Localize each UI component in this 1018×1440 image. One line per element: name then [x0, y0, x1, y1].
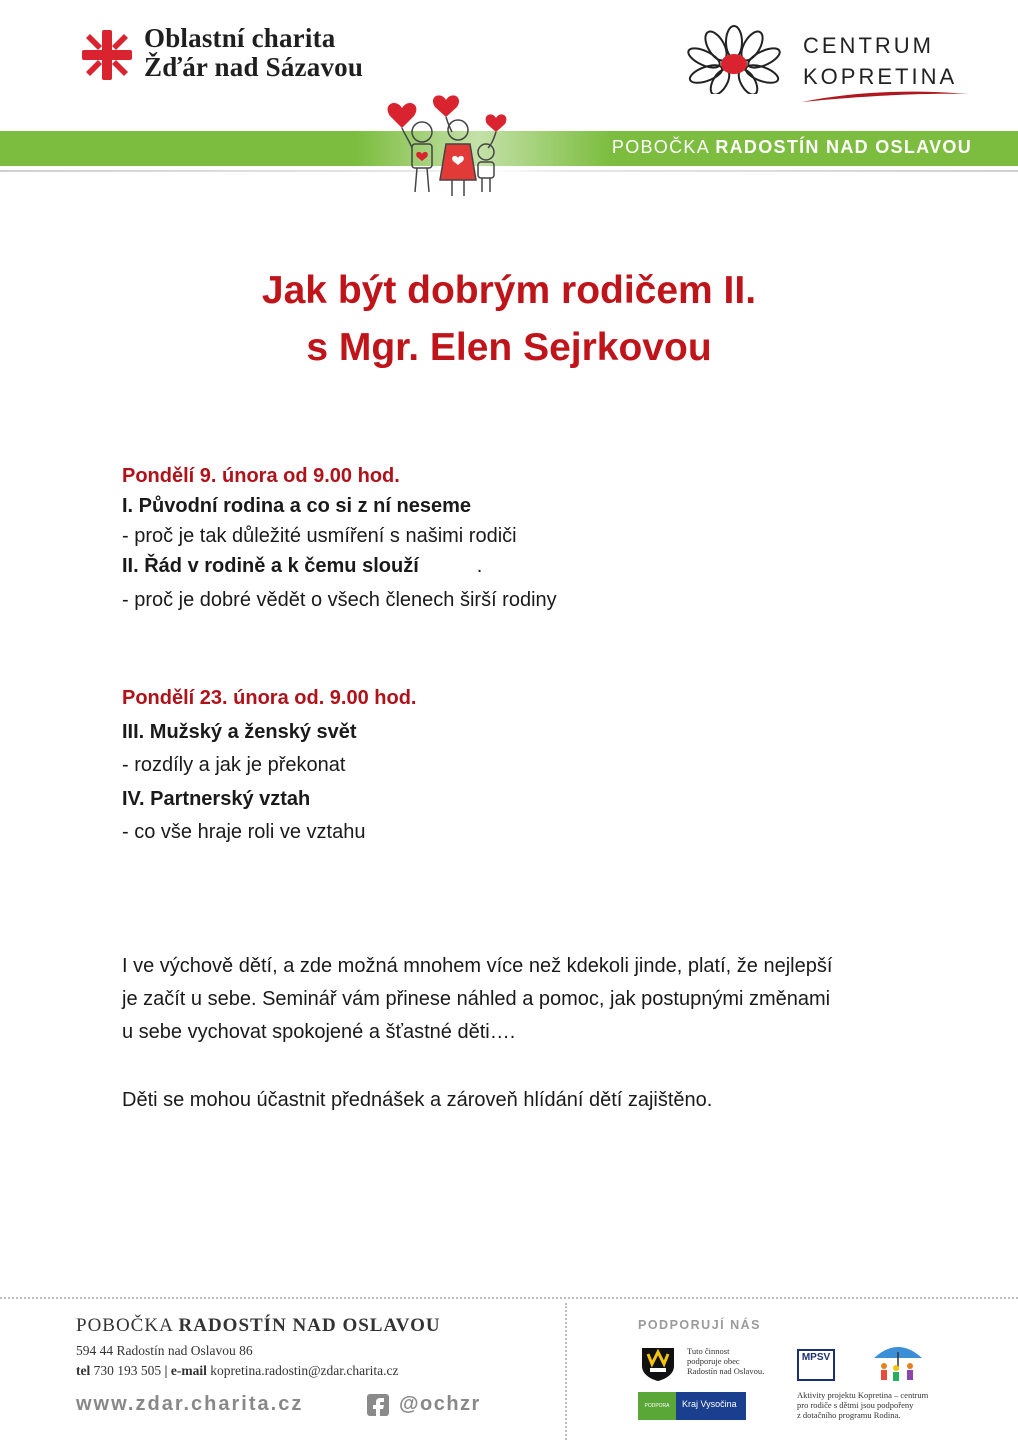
footer-branch [76, 1315, 441, 1337]
mpsv-logo: MPSV [797, 1349, 835, 1381]
session1-topic1-desc: - proč je tak důležité usmíření s našimi rodiči [122, 525, 517, 547]
footer-divider [0, 1297, 1018, 1299]
footer-branch-name: RADOSTÍN NAD OSLAVOU [178, 1315, 441, 1336]
organization-name [144, 24, 363, 82]
session2-topic4: IV. Partnerský vztah [122, 787, 311, 810]
intro-line2: je začít u sebe. Seminář vám přinese náhled a pomoc, jak postupnými změnami [122, 988, 831, 1010]
footer-contact-row [76, 1361, 398, 1381]
footer-tel[interactable]: 730 193 505 [93, 1363, 162, 1378]
intro-line3: u sebe vychovat spokojené a šťastné děti…. [122, 1021, 516, 1043]
header-branch-label [612, 137, 972, 158]
session1-topic2-dot: . [476, 555, 483, 577]
village-note-line2: podporuje obec [687, 1356, 740, 1366]
page-title [0, 262, 1018, 376]
session2-block [122, 682, 417, 850]
kraj-vysocina-label: Kraj Vysočina [682, 1399, 737, 1409]
session1-topic2-row [122, 551, 557, 581]
village-support-note [687, 1346, 764, 1376]
session1-topic2-desc: - proč je dobré vědět o všech členech širší rodiny [122, 589, 557, 611]
village-note-line3: Radostín nad Oslavou. [687, 1366, 765, 1376]
organization-name-line1: Oblastní charita [144, 23, 336, 53]
kopretina-label: KOPRETINA [803, 64, 958, 89]
session1-block [122, 461, 557, 615]
session2-topic4-desc: - co vše hraje roli ve vztahu [122, 821, 366, 843]
footer-branch-prefix: POBOČKA [76, 1315, 179, 1336]
project-support-note [797, 1390, 928, 1420]
footer-column-divider [565, 1303, 567, 1440]
project-note-line1: Aktivity projektu Kopretina – centrum [797, 1390, 929, 1400]
family-umbrella-icon [868, 1340, 928, 1386]
village-note-line1: Tuto činnost [687, 1346, 730, 1356]
centrum-label: CENTRUM [803, 33, 934, 58]
footer-separator: | [164, 1363, 168, 1378]
footer-tel-label: tel [76, 1363, 91, 1378]
session2-topic3-desc: - rozdíly a jak je překonat [122, 754, 346, 776]
centrum-kopretina-name [803, 30, 957, 92]
swoosh-decoration-icon [800, 88, 970, 104]
charita-cross-logo-icon [80, 28, 134, 82]
intro-line1: I ve výchově dětí, a zde možná mnohem více než kdekoli jinde, platí, že nejlepší [122, 955, 833, 977]
facebook-icon[interactable] [367, 1394, 389, 1416]
title-line1: Jak být dobrým rodičem II. [261, 269, 757, 312]
footer-email-link[interactable]: kopretina.radostin@zdar.charita.cz [210, 1363, 399, 1378]
project-note-line3: z dotačního programu Rodina. [797, 1410, 901, 1420]
session2-date: Pondělí 23. února od. 9.00 hod. [122, 687, 417, 709]
daisy-flower-icon [676, 24, 792, 94]
footer-social-handle[interactable]: @ochzr [399, 1393, 481, 1415]
village-crest-icon [638, 1346, 678, 1382]
session1-date: Pondělí 9. února od 9.00 hod. [122, 465, 400, 487]
footer-contact [76, 1341, 398, 1381]
supporters-heading: PODPORUJÍ NÁS [638, 1318, 761, 1332]
project-note-line2: pro rodiče s dětmi jsou podpořeny [797, 1400, 914, 1410]
organization-name-line2: Žďár nad Sázavou [144, 52, 364, 82]
session2-topic3: III. Mužský a ženský svět [122, 720, 357, 743]
session1-topic2: II. Řád v rodině a k čemu slouží [122, 555, 419, 577]
footer-address: 594 44 Radostín nad Oslavou 86 [76, 1343, 253, 1358]
footer-email-label: e-mail [170, 1363, 207, 1378]
header-branch-prefix: POBOČKA [611, 137, 716, 157]
intro-paragraph [122, 950, 912, 1049]
session1-topic1: I. Původní rodina a co si z ní neseme [122, 495, 471, 517]
family-hearts-illustration-icon [380, 92, 515, 200]
podpora-badge: PODPORA [638, 1392, 676, 1420]
childcare-note: Děti se mohou účastnit přednášek a zároveň hlídání dětí zajištěno. [122, 1089, 713, 1111]
header-branch-name: RADOSTÍN NAD OSLAVOU [715, 137, 972, 157]
title-line2: s Mgr. Elen Sejrkovou [306, 326, 712, 369]
footer-website-link[interactable]: www.zdar.charita.cz [76, 1393, 304, 1415]
